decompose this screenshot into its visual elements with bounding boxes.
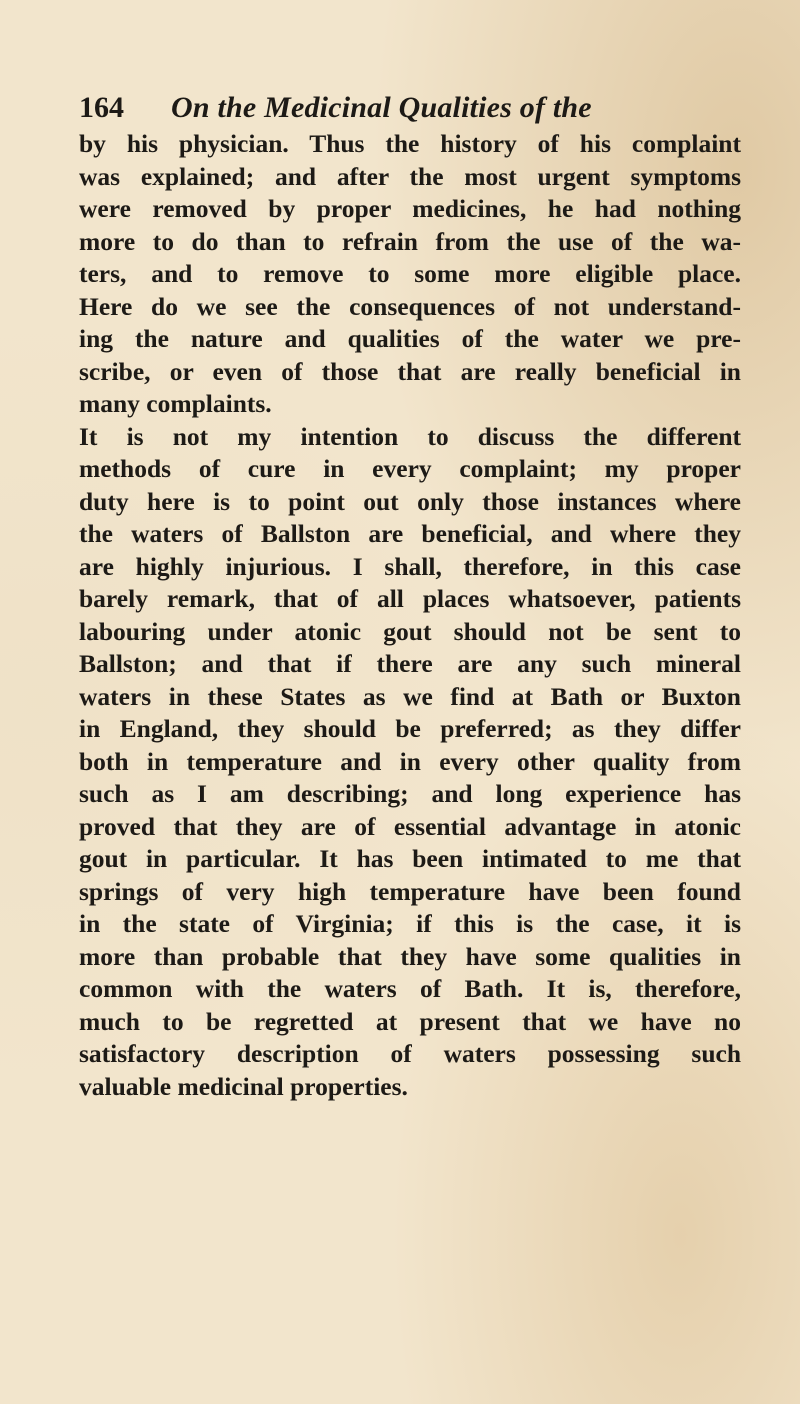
text-line: more than probable that they have some qualities in [79,941,741,971]
text-line: much to be regretted at present that we have no [79,1006,741,1036]
text-line: scribe, or even of those that are really beneficial in [79,356,741,386]
text-line: valuable medicinal properties. [79,1071,408,1101]
text-line: ters, and to remove to some more eligible place. [79,259,741,288]
text-line: by his physician. Thus the history of his complaint [79,129,741,158]
text-line: were removed by proper medicines, he had nothing [79,194,741,223]
text-line: Here do we see the consequences of not understand- [79,291,741,321]
text-line: satisfactory description of waters possessing such [79,1039,741,1068]
text-line: ing the nature and qualities of the water we pre- [79,324,741,353]
text-line: proved that they are of essential advantage in atonic [79,811,741,841]
text-line: common with the waters of Bath. It is, therefore, [79,974,741,1003]
text-line: in the state of Virginia; if this is the case, it is [79,909,741,938]
text-line: Ballston; and that if there are any such mineral [79,649,741,678]
text-line: was explained; and after the most urgent symptoms [79,161,741,191]
page-number: 164 [79,91,124,124]
body-text [79,128,741,1103]
running-head [79,88,739,128]
text-line: in England, they should be preferred; as they differ [79,714,741,743]
text-line: many complaints. [79,389,272,418]
running-title: On the Medicinal Qualities of the [171,91,592,124]
text-line: duty here is to point out only those instances where [79,486,741,516]
text-line: barely remark, that of all places whatsoever, patients [79,584,741,613]
text-line: both in temperature and in every other quality from [79,746,741,776]
text-line: the waters of Ballston are beneficial, and where they [79,519,741,548]
text-line: labouring under atonic gout should not be sent to [79,616,741,646]
text-line: It is not my intention to discuss the different [79,421,741,451]
text-line: more to do than to refrain from the use of the wa- [79,226,741,256]
text-line: springs of very high temperature have been found [79,876,741,906]
text-line: gout in particular. It has been intimated to me that [79,844,741,873]
text-line: such as I am describing; and long experience has [79,779,741,808]
text-line: methods of cure in every complaint; my proper [79,454,741,483]
text-line: waters in these States as we find at Bath or Buxton [79,681,741,711]
text-line: are highly injurious. I shall, therefore, in this case [79,551,741,581]
